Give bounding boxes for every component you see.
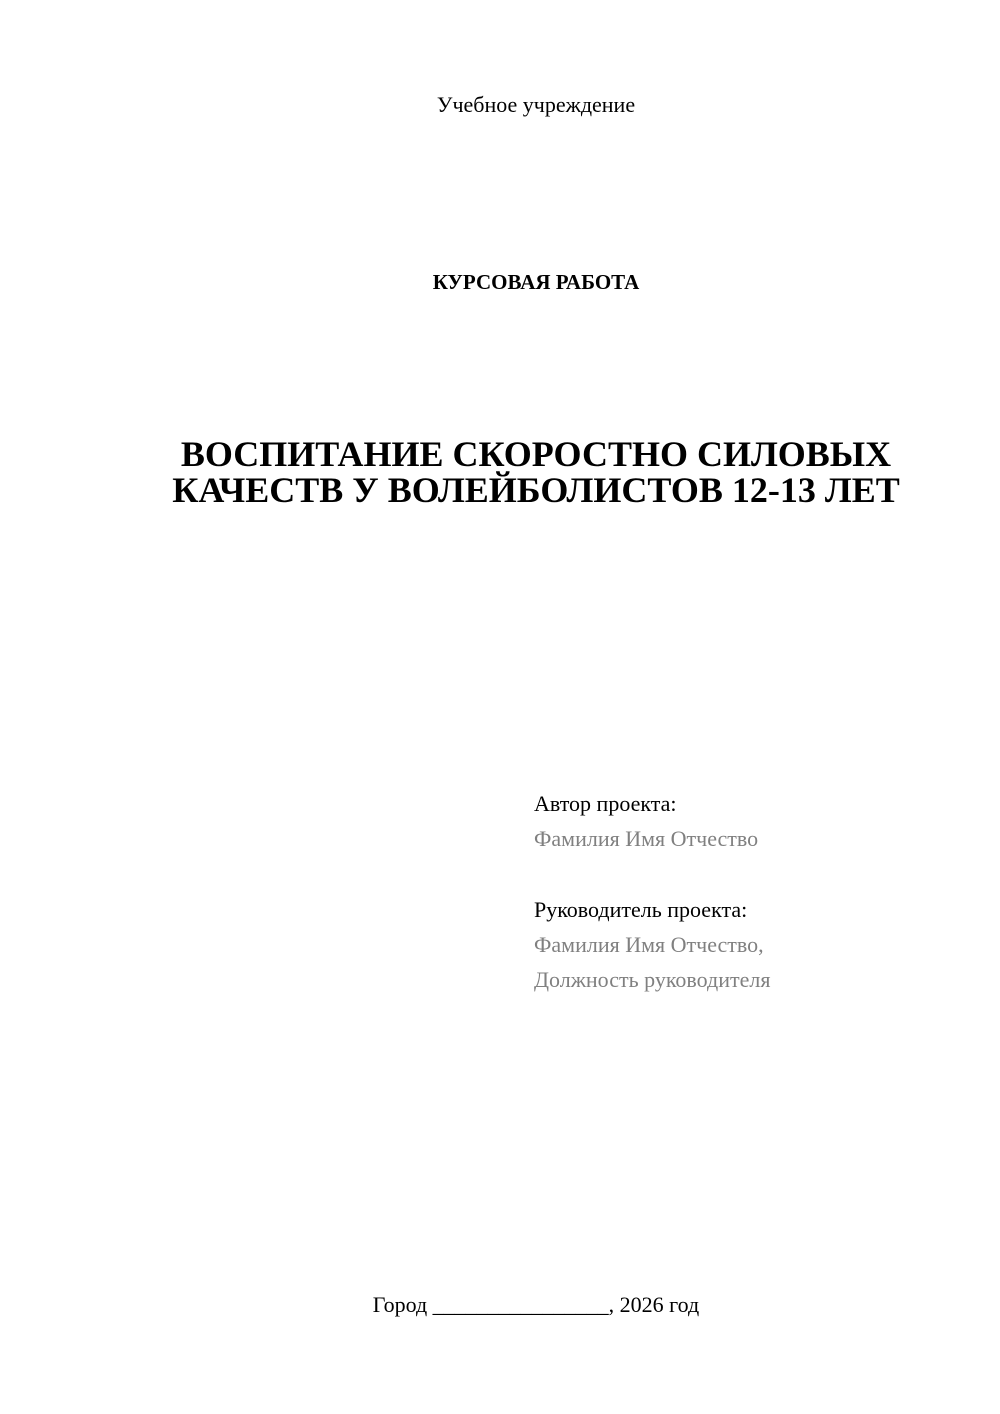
supervisor-label: Руководитель проекта: [534, 897, 748, 922]
author-name-placeholder: Фамилия Имя Отчество [534, 826, 759, 851]
city-year-line: Город ________________, 2026 год [372, 1292, 700, 1317]
document-title [100, 436, 972, 508]
institution-name: Учебное учреждение [436, 92, 636, 117]
document-title-line-2: КАЧЕСТВ У ВОЛЕЙБОЛИСТОВ 12-13 ЛЕТ [172, 470, 900, 510]
author-label: Автор проекта: [534, 791, 677, 816]
project-people-block [534, 786, 974, 997]
supervisor-name-placeholder: Фамилия Имя Отчество, [534, 932, 764, 957]
document-type: КУРСОВАЯ РАБОТА [432, 270, 640, 294]
document-title-line-1: ВОСПИТАНИЕ СКОРОСТНО СИЛОВЫХ [180, 434, 892, 474]
supervisor-position-placeholder: Должность руководителя [534, 967, 771, 992]
spacer [534, 856, 974, 892]
